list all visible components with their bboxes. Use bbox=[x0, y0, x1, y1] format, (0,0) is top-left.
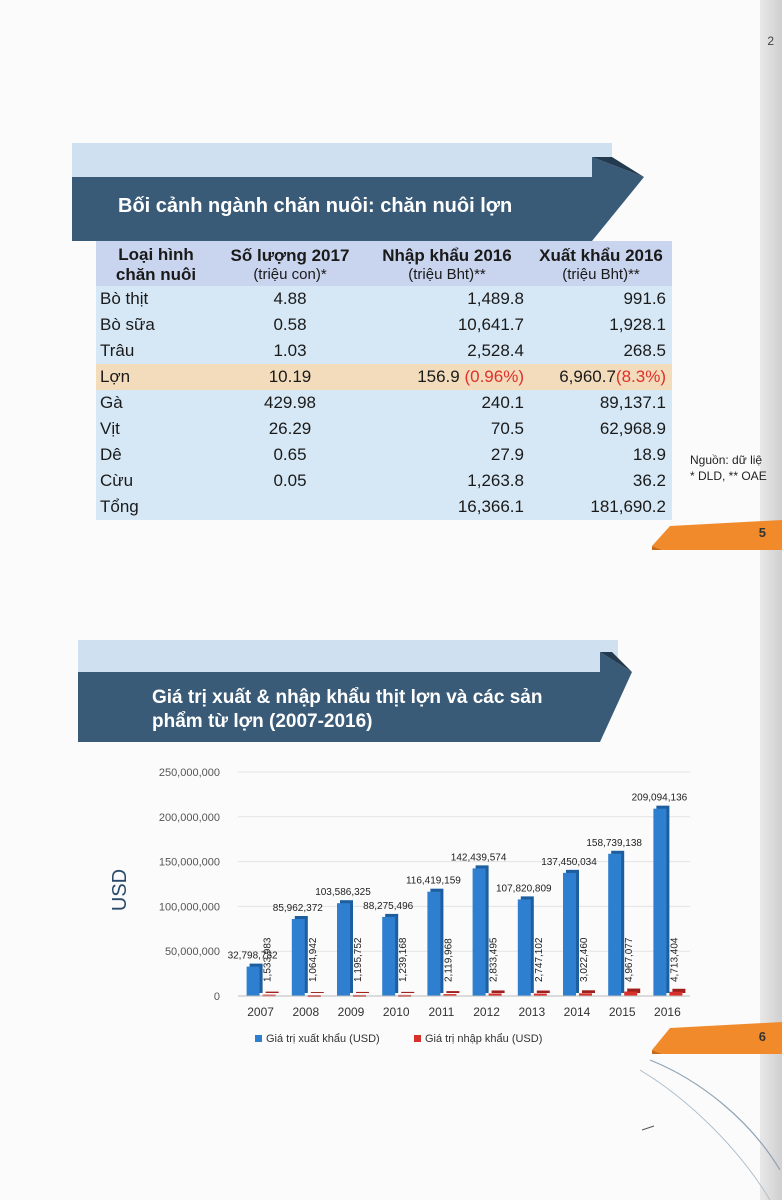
export-value-label: 142,439,574 bbox=[450, 852, 507, 864]
x-tick-label: 2013 bbox=[518, 1005, 546, 1019]
import-bar-side bbox=[356, 992, 369, 993]
export-value-label: 88,275,496 bbox=[363, 900, 414, 912]
cell-import: 70.5 bbox=[364, 416, 530, 442]
import-value-label: 4,967,077 bbox=[624, 937, 636, 982]
col-header-qty: Số lượng 2017 (triệu con)* bbox=[216, 241, 364, 286]
header-arrow-2 bbox=[600, 652, 640, 742]
export-value-label: 158,739,138 bbox=[586, 837, 643, 849]
x-tick-label: 2007 bbox=[247, 1005, 274, 1019]
cell-type: Gà bbox=[96, 390, 216, 416]
page-number-5: 5 bbox=[758, 525, 766, 540]
table-row bbox=[96, 468, 672, 494]
import-bar-side bbox=[537, 991, 550, 993]
table-row bbox=[96, 286, 672, 312]
slide-2-title: Giá trị xuất & nhập khẩu thịt lợn và các sản phẩm từ lợn (2007-2016) bbox=[152, 687, 543, 732]
cell-export: 181,690.2 bbox=[530, 494, 672, 520]
table-row bbox=[96, 338, 672, 364]
export-share: (8.3%) bbox=[615, 367, 666, 387]
cell-export: 18.9 bbox=[530, 442, 672, 468]
export-value-label: 116,419,159 bbox=[405, 875, 461, 887]
cell-import: 10,641.7 bbox=[364, 312, 530, 338]
x-tick-label: 2009 bbox=[337, 1005, 365, 1019]
export-value-label: 137,450,034 bbox=[541, 856, 597, 868]
x-tick-label: 2014 bbox=[563, 1005, 591, 1019]
cell-qty: 429.98 bbox=[216, 390, 364, 416]
y-tick-label: 200,000,000 bbox=[158, 811, 220, 824]
cell-import: 1,263.8 bbox=[364, 468, 530, 494]
table-row bbox=[96, 416, 672, 442]
import-bar-side bbox=[266, 992, 279, 993]
trade-bar-chart bbox=[90, 760, 690, 1060]
header-band-dark bbox=[72, 177, 592, 241]
header-band-light bbox=[72, 143, 612, 177]
cell-export: 6,960.7(8.3%) bbox=[530, 364, 672, 390]
cell-import: 2,528.4 bbox=[364, 338, 530, 364]
export-bar bbox=[337, 903, 350, 996]
table-row bbox=[96, 364, 672, 390]
cell-type: Vịt bbox=[96, 416, 216, 442]
cell-type: Cừu bbox=[96, 468, 216, 494]
livestock-table bbox=[96, 241, 672, 520]
export-value-label: 209,094,136 bbox=[631, 792, 688, 804]
col-header-export: Xuất khẩu 2016 (triệu Bht)** bbox=[530, 241, 672, 286]
legend-label-export: Giá trị xuất khẩu (USD) bbox=[266, 1033, 380, 1045]
import-bar-side bbox=[492, 990, 505, 993]
import-bar-side bbox=[446, 991, 459, 993]
export-value-label: 32,798,782 bbox=[227, 950, 278, 962]
cell-type: Dê bbox=[96, 442, 216, 468]
cell-import: 27.9 bbox=[364, 442, 530, 468]
cell-import: 156.9 (0.96%) bbox=[364, 364, 530, 390]
cell-qty: 0.65 bbox=[216, 442, 364, 468]
cell-import: 1,489.8 bbox=[364, 286, 530, 312]
cell-qty: 4.88 bbox=[216, 286, 364, 312]
cell-export: 62,968.9 bbox=[530, 416, 672, 442]
cell-qty: 0.05 bbox=[216, 468, 364, 494]
source-note bbox=[690, 452, 767, 484]
export-bar bbox=[653, 809, 666, 996]
x-tick-label: 2015 bbox=[608, 1005, 636, 1019]
cell-qty bbox=[216, 494, 364, 520]
export-value-label: 85,962,372 bbox=[272, 902, 323, 914]
y-tick-label: 100,000,000 bbox=[158, 901, 220, 914]
decorative-swirl bbox=[640, 1040, 782, 1200]
cell-type: Lợn bbox=[96, 364, 216, 390]
legend-swatch-export bbox=[255, 1035, 262, 1042]
y-tick-label: 150,000,000 bbox=[158, 856, 220, 869]
header-band-light-2 bbox=[78, 640, 618, 672]
col-header-type: Loại hình chăn nuôi bbox=[96, 241, 216, 286]
cell-type: Bò sữa bbox=[96, 312, 216, 338]
cell-qty: 0.58 bbox=[216, 312, 364, 338]
cell-import: 240.1 bbox=[364, 390, 530, 416]
table-row bbox=[96, 442, 672, 468]
legend-swatch-import bbox=[414, 1035, 421, 1042]
cell-type: Bò thịt bbox=[96, 286, 216, 312]
import-value-label: 4,713,404 bbox=[669, 937, 681, 982]
table-row bbox=[96, 494, 672, 520]
x-tick-label: 2008 bbox=[292, 1005, 320, 1019]
source-line-2: * DLD, ** OAE bbox=[690, 469, 767, 484]
cell-export: 268.5 bbox=[530, 338, 672, 364]
page-number-6: 6 bbox=[758, 1029, 766, 1044]
table-row bbox=[96, 390, 672, 416]
import-value-label: 2,833,495 bbox=[488, 937, 500, 982]
x-tick-label: 2012 bbox=[473, 1005, 500, 1019]
export-bar bbox=[518, 899, 531, 996]
import-value-label: 2,119,968 bbox=[443, 938, 455, 982]
x-tick-label: 2010 bbox=[382, 1005, 410, 1019]
cell-type: Trâu bbox=[96, 338, 216, 364]
import-share: (0.96%) bbox=[464, 367, 524, 387]
cell-export: 1,928.1 bbox=[530, 312, 672, 338]
cell-export: 991.6 bbox=[530, 286, 672, 312]
export-bar bbox=[563, 873, 576, 996]
slide-1-title: Bối cảnh ngành chăn nuôi: chăn nuôi lợn bbox=[118, 195, 513, 217]
header-arrow-1 bbox=[592, 157, 652, 241]
cell-type: Tổng bbox=[96, 494, 216, 520]
cell-export: 36.2 bbox=[530, 468, 672, 494]
import-bar bbox=[624, 992, 637, 996]
cell-qty: 1.03 bbox=[216, 338, 364, 364]
export-bar bbox=[247, 967, 260, 996]
y-tick-label: 50,000,000 bbox=[164, 946, 220, 959]
cell-qty: 10.19 bbox=[216, 364, 364, 390]
legend-label-import: Giá trị nhập khẩu (USD) bbox=[425, 1033, 543, 1045]
export-bar bbox=[292, 919, 305, 996]
export-bar bbox=[608, 854, 621, 996]
import-value-label: 1,064,942 bbox=[307, 937, 319, 982]
import-value-label: 1,533,983 bbox=[262, 937, 274, 982]
y-tick-label: 250,000,000 bbox=[158, 767, 220, 779]
x-tick-label: 2011 bbox=[428, 1005, 455, 1019]
import-bar-side bbox=[311, 992, 324, 993]
table-header-row bbox=[96, 241, 672, 286]
import-bar-side bbox=[582, 990, 595, 993]
table-row bbox=[96, 312, 672, 338]
page-tab-5 bbox=[652, 516, 782, 550]
cell-qty: 26.29 bbox=[216, 416, 364, 442]
cell-import: 16,366.1 bbox=[364, 494, 530, 520]
x-tick-label: 2016 bbox=[654, 1005, 681, 1019]
export-value-label: 107,820,809 bbox=[495, 883, 552, 895]
header-band-dark-2 bbox=[78, 672, 600, 742]
import-value-label: 3,022,460 bbox=[579, 937, 590, 982]
y-tick-label: 0 bbox=[213, 991, 220, 1003]
source-line-1: Nguồn: dữ liệ bbox=[690, 453, 763, 467]
import-bar-side bbox=[401, 992, 414, 993]
y-axis-label: USD bbox=[109, 868, 131, 912]
import-value-label: 1,239,168 bbox=[398, 937, 410, 982]
col-header-import: Nhập khẩu 2016 (triệu Bht)** bbox=[364, 241, 530, 286]
export-bar bbox=[427, 892, 440, 996]
export-bar bbox=[382, 917, 395, 996]
cell-export: 89,137.1 bbox=[530, 390, 672, 416]
edge-mark-top: 2 bbox=[767, 34, 774, 48]
import-value-label: 2,747,102 bbox=[533, 937, 545, 982]
export-value-label: 103,586,325 bbox=[315, 887, 371, 899]
export-bar bbox=[473, 868, 486, 996]
import-value-label: 1,195,752 bbox=[353, 937, 364, 982]
import-bar bbox=[669, 992, 682, 996]
